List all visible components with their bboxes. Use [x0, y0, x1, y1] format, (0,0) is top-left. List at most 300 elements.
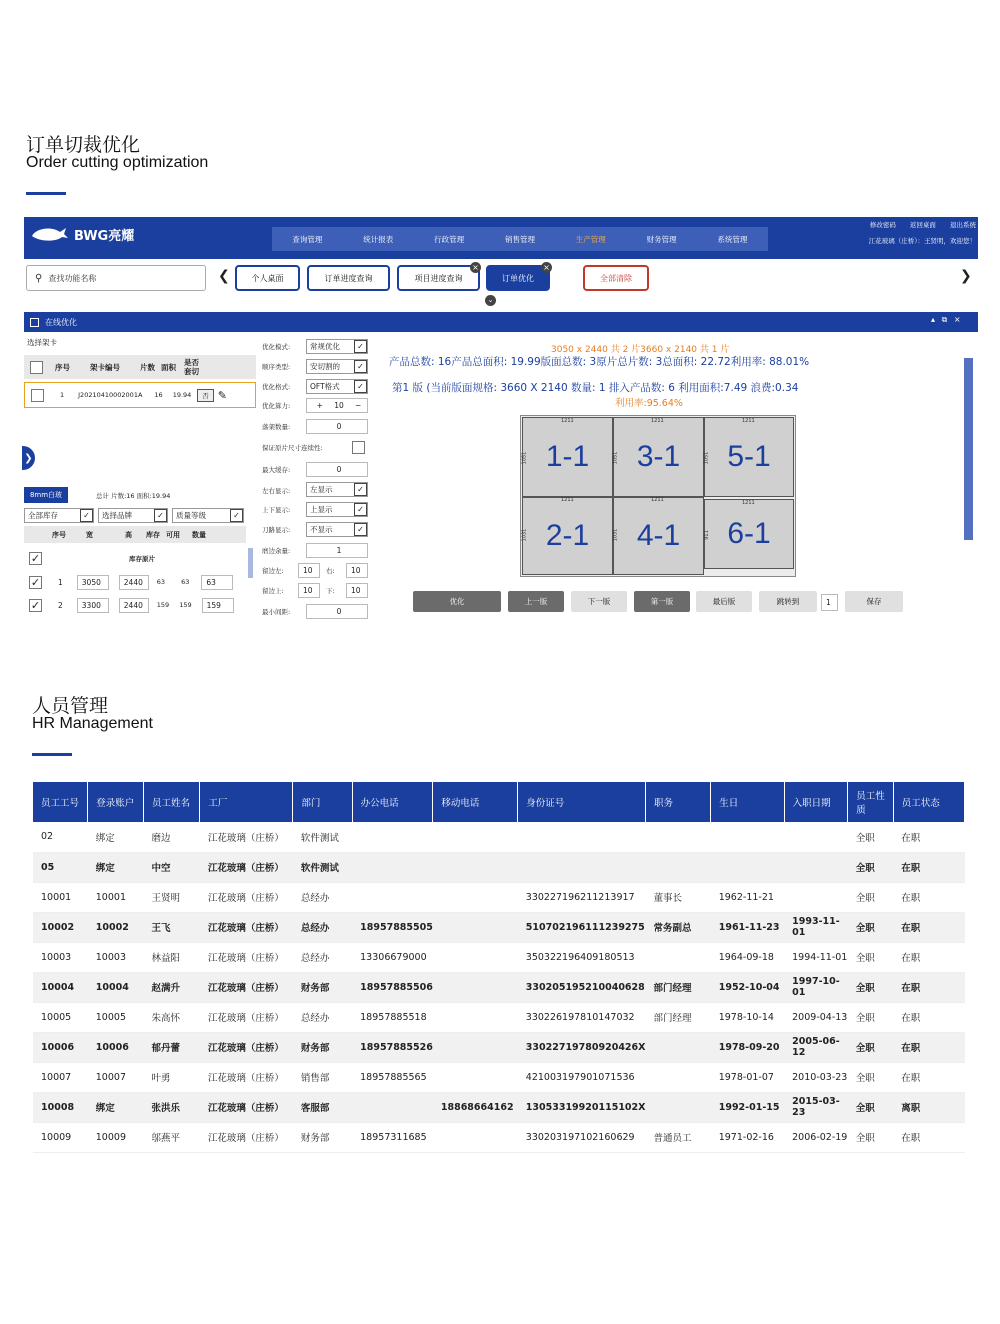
logout-link[interactable]: 退出系统: [950, 221, 976, 229]
first-page-button[interactable]: 第一版: [634, 591, 690, 612]
row-checkbox[interactable]: ✓: [30, 598, 41, 612]
table-cell: 1952-10-04: [711, 972, 784, 1002]
section-title-cn: 订单切裁优化: [26, 134, 141, 156]
section-title-en: HR Management: [32, 715, 153, 732]
table-cell: 全职: [848, 1032, 894, 1062]
power-stepper[interactable]: [306, 398, 368, 413]
table-cell: [433, 822, 518, 852]
piece-tile[interactable]: 1-1: [522, 417, 613, 497]
chevron-down-icon[interactable]: ⌄: [485, 295, 496, 306]
table-cell: 总经办: [293, 942, 352, 972]
cache-input[interactable]: 0: [306, 462, 368, 477]
height-input[interactable]: 2440: [119, 598, 149, 613]
table-cell: 330203197102160629: [518, 1122, 646, 1152]
bottom-margin-label: 下:: [326, 587, 335, 595]
glass-type-badge[interactable]: 8mm白玻: [24, 487, 68, 503]
table-cell: 1994-11-01: [784, 942, 848, 972]
chevron-down-icon: ✓: [354, 380, 367, 393]
format-value: OFT格式: [310, 382, 340, 391]
scroll-right-icon[interactable]: ❯: [960, 268, 972, 284]
table-cell: 10007: [33, 1062, 88, 1092]
table-cell: 叶勇: [144, 1062, 200, 1092]
scroll-left-icon[interactable]: ❮: [218, 268, 230, 284]
col-width: 宽: [86, 530, 93, 539]
table-cell: 在职: [893, 972, 964, 1002]
panel-controls: [931, 315, 961, 325]
table-row[interactable]: [33, 822, 965, 852]
column-header[interactable]: 入职日期: [784, 782, 848, 822]
table-cell: 10008: [33, 1092, 88, 1122]
table-cell: 江花玻璃（庄桥）: [200, 882, 293, 912]
dim-label: 1051: [612, 451, 619, 465]
column-header[interactable]: 身份证号: [518, 782, 646, 822]
ud-select[interactable]: [306, 502, 368, 517]
order-select[interactable]: [306, 359, 368, 374]
table-cell: 13053319920115102X: [518, 1092, 646, 1122]
row-index: 1: [60, 391, 65, 399]
table-cell: 1992-01-15: [711, 1092, 784, 1122]
logo-text: BWG亮耀: [74, 228, 135, 244]
scrollbar[interactable]: [248, 548, 253, 578]
table-row[interactable]: [33, 1032, 965, 1062]
table-cell: 05: [33, 852, 88, 882]
col-stock: 库存: [146, 530, 160, 539]
table-cell: 10003: [88, 942, 144, 972]
stock-group-checkbox[interactable]: ✓: [30, 552, 41, 565]
change-password-link[interactable]: 修改密码: [869, 221, 896, 229]
table-cell: [518, 822, 646, 852]
table-cell: 330205195210040628: [518, 972, 646, 1002]
nav-item[interactable]: 行政管理: [434, 234, 465, 244]
table-row[interactable]: [33, 1002, 965, 1032]
quality-value: 质量等级: [176, 511, 206, 520]
last-page-button[interactable]: 最后版: [696, 591, 752, 612]
dim-label: 1211: [651, 497, 664, 503]
table-cell: 10002: [88, 912, 144, 942]
right-margin-label: 右:: [326, 567, 335, 575]
back-desktop-link[interactable]: 返回桌面: [909, 221, 936, 229]
table-cell: [352, 852, 433, 882]
mode-value: 常规优化: [310, 342, 340, 351]
whale-logo-icon: [30, 224, 70, 244]
table-row[interactable]: [33, 1062, 965, 1092]
table-cell: 10005: [88, 1002, 144, 1032]
table-cell: [784, 852, 848, 882]
section-divider: [32, 753, 72, 756]
format-select[interactable]: [306, 379, 368, 394]
table-cell: 1978-01-07: [711, 1062, 784, 1092]
quality-select[interactable]: [172, 508, 244, 523]
table-cell: [711, 852, 784, 882]
column-header[interactable]: 移动电话: [433, 782, 518, 822]
table-cell: 2015-03-23: [784, 1092, 848, 1122]
table-cell: [433, 1032, 518, 1062]
table-cell: 18957311685: [352, 1122, 433, 1152]
table-cell: 2005-06-12: [784, 1032, 848, 1062]
col-index: 序号: [52, 530, 66, 539]
table-cell: 330226197810147032: [518, 1002, 646, 1032]
knife-value: 不显示: [310, 525, 333, 534]
table-cell: 绑定: [88, 1092, 144, 1122]
table-cell: [433, 942, 518, 972]
table-cell: [645, 942, 710, 972]
table-cell: 软件测试: [293, 852, 352, 882]
nest-select[interactable]: 否: [197, 389, 214, 402]
section-divider: [26, 192, 66, 195]
piece-tile[interactable]: 5-1: [704, 417, 794, 497]
table-cell: 常务副总: [645, 912, 710, 942]
table-cell: 350322196409180513: [518, 942, 646, 972]
main-nav: [272, 227, 768, 251]
table-cell: 全职: [848, 852, 894, 882]
tab-order-progress[interactable]: 订单进度查询: [307, 265, 390, 291]
table-cell: 10001: [33, 882, 88, 912]
table-cell: 全职: [848, 1002, 894, 1032]
panel-header: [24, 312, 978, 332]
function-search[interactable]: [26, 265, 206, 291]
table-cell: 王贤明: [144, 882, 200, 912]
table-cell: [433, 912, 518, 942]
height-input[interactable]: 2440: [119, 575, 149, 590]
order-label: 顺序类型:: [262, 363, 291, 371]
expand-arrow-icon[interactable]: ❯: [22, 446, 35, 470]
tab-project-progress[interactable]: 项目进度查询: [397, 265, 480, 291]
page-number-input[interactable]: 1: [821, 594, 838, 611]
table-row[interactable]: [33, 912, 965, 942]
table-cell: 18957885506: [352, 972, 433, 1002]
top-margin-input[interactable]: 10: [298, 583, 320, 598]
col-quantity: 数量: [192, 530, 206, 539]
order-value: 安切割的: [310, 362, 340, 371]
table-cell: 10003: [33, 942, 88, 972]
panel-title: 在线优化: [45, 317, 77, 327]
width-input[interactable]: 3300: [77, 598, 109, 613]
table-cell: [784, 882, 848, 912]
dim-label: 1051: [703, 451, 710, 465]
ud-value: 上显示: [310, 505, 333, 514]
stock-filter-value: 全部库存: [28, 511, 58, 520]
table-cell: 朱高怀: [144, 1002, 200, 1032]
table-cell: [518, 852, 646, 882]
table-cell: 1962-11-21: [711, 882, 784, 912]
summary-line: 产品总数: 16产品总面积: 19.99版面总数: 3原片总片数: 3总面积: 22.72利用率: 88.01%: [389, 356, 810, 368]
row-available: 63: [181, 578, 190, 586]
table-cell: 全职: [848, 1092, 894, 1122]
table-cell: 离职: [893, 1092, 964, 1122]
table-cell: 部门经理: [645, 1002, 710, 1032]
table-cell: 部门经理: [645, 972, 710, 1002]
left-margin-label: 留边左:: [262, 567, 284, 575]
close-icon[interactable]: ×: [953, 315, 961, 324]
piece-tile[interactable]: 6-1: [704, 499, 794, 569]
dim-label: 1211: [651, 418, 664, 424]
clear-all-button[interactable]: 全部清除: [583, 265, 649, 291]
chevron-down-icon: ✓: [354, 503, 367, 516]
table-cell: 在职: [893, 1032, 964, 1062]
plus-icon[interactable]: +: [316, 401, 323, 410]
table-cell: 1961-11-23: [711, 912, 784, 942]
lr-value: 左显示: [310, 485, 333, 494]
page-utilization: 利用率:95.64%: [615, 398, 683, 409]
edit-icon[interactable]: ✎: [217, 388, 228, 402]
col-nest: 是否套切: [184, 358, 199, 376]
ud-label: 上下显示:: [262, 506, 291, 514]
chevron-down-icon: ✓: [354, 483, 367, 496]
table-cell: 赵满升: [144, 972, 200, 1002]
piece-tile[interactable]: 2-1: [522, 497, 613, 575]
nav-item-active[interactable]: 生产管理: [575, 234, 606, 244]
jump-to-button[interactable]: 跳转到: [759, 591, 817, 612]
row-checkbox[interactable]: [31, 389, 44, 402]
table-cell: 在职: [893, 882, 964, 912]
lr-select[interactable]: [306, 482, 368, 497]
tab-order-optimize[interactable]: 订单优化: [486, 265, 550, 291]
table-cell: 在职: [893, 822, 964, 852]
table-cell: 10007: [88, 1062, 144, 1092]
table-row[interactable]: [33, 972, 965, 1002]
search-icon: ⚲: [35, 272, 43, 284]
knife-label: 刀路显示:: [262, 526, 291, 534]
table-cell: 王飞: [144, 912, 200, 942]
sheet-spec-line: 3050 x 2440 共 2 片3660 x 2140 共 1 片: [551, 345, 730, 355]
table-cell: 中空: [144, 852, 200, 882]
save-button[interactable]: 保存: [845, 591, 903, 612]
trim-label: 磨边余量:: [262, 547, 291, 555]
scrollbar[interactable]: [964, 358, 973, 540]
mode-label: 优化模式:: [262, 343, 291, 351]
table-cell: 全职: [848, 972, 894, 1002]
column-header[interactable]: 员工状态: [893, 782, 964, 822]
table-cell: 总经办: [293, 1002, 352, 1032]
user-area: [858, 220, 976, 245]
gap-input[interactable]: 0: [306, 604, 368, 619]
top-margin-label: 留边上:: [262, 587, 284, 595]
select-all-checkbox[interactable]: [30, 361, 43, 374]
dim-label: 1211: [561, 497, 574, 503]
rack-table-header: [24, 355, 256, 379]
table-row[interactable]: [33, 1092, 965, 1122]
table-cell: 江花玻璃（庄桥）: [200, 942, 293, 972]
close-tab-icon[interactable]: ×: [470, 262, 481, 273]
stock-filter-select[interactable]: [24, 508, 94, 523]
cache-label: 最大缓存:: [262, 466, 291, 474]
table-cell: 10009: [33, 1122, 88, 1152]
tab-personal-desktop[interactable]: 个人桌面: [235, 265, 300, 291]
table-cell: 18957885526: [352, 1032, 433, 1062]
welcome-text: 江花玻璃（庄桥）：王贤明，欢迎您！: [868, 237, 976, 245]
search-placeholder: 查找功能名称: [48, 273, 97, 283]
maximize-icon[interactable]: ⧉: [941, 315, 948, 324]
col-available: 可用: [166, 530, 180, 539]
chevron-down-icon: ✓: [354, 340, 367, 353]
glass-summary: 总计 片数:16 面积:19.94: [96, 492, 171, 500]
table-cell: 10006: [88, 1032, 144, 1062]
table-cell: 总经办: [293, 882, 352, 912]
row-checkbox[interactable]: ✓: [30, 575, 41, 589]
chevron-down-icon: ✓: [154, 509, 167, 522]
mode-select[interactable]: [306, 339, 368, 354]
table-cell: 13306679000: [352, 942, 433, 972]
quantity-input[interactable]: 63: [201, 575, 233, 590]
glass-row[interactable]: [24, 595, 246, 615]
column-header[interactable]: 生日: [711, 782, 784, 822]
table-cell: [645, 1062, 710, 1092]
table-cell: 绑定: [88, 822, 144, 852]
column-header[interactable]: 职务: [645, 782, 710, 822]
table-cell: 10006: [33, 1032, 88, 1062]
table-row[interactable]: [33, 852, 965, 882]
left-margin-input[interactable]: 10: [298, 563, 320, 578]
stock-group-label: 库存原片: [129, 555, 155, 563]
table-cell: 江花玻璃（庄桥）: [200, 972, 293, 1002]
table-cell: 全职: [848, 882, 894, 912]
dim-label: 1031: [521, 528, 528, 542]
col-rack-code: 架卡编号: [90, 362, 120, 372]
column-header[interactable]: 员工工号: [33, 782, 88, 822]
format-label: 优化格式:: [262, 383, 291, 391]
keep-label: 保证原片尺寸连续性:: [262, 444, 323, 452]
table-cell: 江花玻璃（庄桥）: [200, 1032, 293, 1062]
table-cell: 绑定: [88, 852, 144, 882]
table-cell: 全职: [848, 1122, 894, 1152]
table-cell: [711, 822, 784, 852]
nav-item[interactable]: 销售管理: [504, 234, 535, 244]
dim-label: 1031: [612, 528, 619, 542]
table-cell: 2006-02-19: [784, 1122, 848, 1152]
table-cell: [433, 852, 518, 882]
prev-page-button[interactable]: 上一版: [508, 591, 564, 612]
width-input[interactable]: 3050: [77, 575, 109, 590]
row-available: 159: [179, 601, 192, 609]
section-title-cn: 人员管理: [32, 695, 109, 717]
gap-label: 最小间距:: [262, 608, 291, 616]
column-header[interactable]: 登录账户: [88, 782, 144, 822]
quantity-input[interactable]: 159: [202, 598, 234, 613]
chevron-down-icon: ✓: [354, 523, 367, 536]
table-cell: [645, 822, 710, 852]
table-cell: 421003197901071536: [518, 1062, 646, 1092]
table-cell: 软件测试: [293, 822, 352, 852]
table-cell: [645, 1092, 710, 1122]
table-cell: [352, 822, 433, 852]
table-cell: 2010-03-23: [784, 1062, 848, 1092]
table-cell: 18957885518: [352, 1002, 433, 1032]
window-icon: [30, 318, 39, 327]
chevron-down-icon: ✓: [80, 509, 93, 522]
minus-icon[interactable]: −: [355, 401, 362, 410]
table-cell: 江花玻璃（庄桥）: [200, 1062, 293, 1092]
row-count: 16: [154, 391, 163, 399]
table-row[interactable]: [33, 942, 965, 972]
column-header[interactable]: 办公电话: [352, 782, 433, 822]
power-value: 10: [334, 401, 344, 410]
table-cell: 33022719780920426X: [518, 1032, 646, 1062]
table-cell: 邬燕平: [144, 1122, 200, 1152]
table-row[interactable]: [33, 1122, 965, 1152]
close-tab-icon[interactable]: ×: [541, 262, 552, 273]
drop-input[interactable]: 0: [306, 419, 368, 434]
table-cell: 全职: [848, 942, 894, 972]
hr-table: [33, 782, 965, 1153]
column-header[interactable]: 员工姓名: [144, 782, 200, 822]
column-header[interactable]: 部门: [293, 782, 352, 822]
table-cell: 10009: [88, 1122, 144, 1152]
table-cell: 在职: [893, 912, 964, 942]
keep-checkbox[interactable]: [352, 441, 365, 454]
table-cell: 330227196211213917: [518, 882, 646, 912]
table-cell: [433, 972, 518, 1002]
nav-item[interactable]: 系统管理: [717, 234, 748, 244]
table-cell: 江花玻璃（庄桥）: [200, 1092, 293, 1122]
dim-label: 1211: [742, 418, 755, 424]
table-cell: 董事长: [645, 882, 710, 912]
table-cell: [433, 1122, 518, 1152]
table-cell: 江花玻璃（庄桥）: [200, 1002, 293, 1032]
table-cell: 10001: [88, 882, 144, 912]
dim-label: 1211: [561, 418, 574, 424]
column-header[interactable]: 员工性质: [848, 782, 894, 822]
table-cell: [433, 882, 518, 912]
table-cell: 郁丹蕾: [144, 1032, 200, 1062]
table-cell: 1993-11-01: [784, 912, 848, 942]
table-header-row: [33, 782, 965, 822]
table-cell: 江花玻璃（庄桥）: [200, 822, 293, 852]
piece-tile[interactable]: 4-1: [613, 497, 704, 575]
table-cell: 张洪乐: [144, 1092, 200, 1122]
table-cell: 在职: [893, 1002, 964, 1032]
table-cell: 总经办: [293, 912, 352, 942]
table-cell: 江花玻璃（庄桥）: [200, 852, 293, 882]
lr-label: 左右显示:: [262, 487, 291, 495]
table-cell: 全职: [848, 1062, 894, 1092]
dim-label: 1051: [521, 451, 528, 465]
glass-row[interactable]: [24, 572, 246, 592]
app-logo[interactable]: [30, 224, 134, 244]
table-cell: 普通员工: [645, 1122, 710, 1152]
table-cell: 磨边: [144, 822, 200, 852]
chevron-down-icon: ✓: [230, 509, 243, 522]
trim-input[interactable]: 1: [306, 543, 368, 558]
bottom-margin-input[interactable]: 10: [346, 583, 368, 598]
glass-table-header: [24, 526, 246, 543]
brand-select[interactable]: [98, 508, 168, 523]
knife-select[interactable]: [306, 522, 368, 537]
nav-item[interactable]: 查询管理: [292, 234, 323, 244]
table-cell: 在职: [893, 1062, 964, 1092]
optimize-button[interactable]: 优化: [413, 591, 501, 612]
column-header[interactable]: 工厂: [200, 782, 293, 822]
table-cell: [784, 822, 848, 852]
table-cell: [645, 852, 710, 882]
table-cell: 在职: [893, 1122, 964, 1152]
col-area: 面积: [161, 362, 176, 372]
table-cell: [433, 1062, 518, 1092]
next-page-button[interactable]: 下一版: [571, 591, 627, 612]
table-cell: 全职: [848, 822, 894, 852]
rack-row[interactable]: [24, 382, 256, 408]
right-margin-input[interactable]: 10: [346, 563, 368, 578]
piece-tile[interactable]: 3-1: [613, 417, 704, 497]
nav-item[interactable]: 财务管理: [646, 234, 677, 244]
collapse-icon[interactable]: ▴: [931, 315, 936, 324]
nav-item[interactable]: 统计报表: [363, 234, 394, 244]
table-cell: 1964-09-18: [711, 942, 784, 972]
table-cell: 在职: [893, 852, 964, 882]
table-cell: 10005: [33, 1002, 88, 1032]
table-cell: 10004: [88, 972, 144, 1002]
row-index: 2: [58, 600, 63, 610]
table-row[interactable]: [33, 882, 965, 912]
